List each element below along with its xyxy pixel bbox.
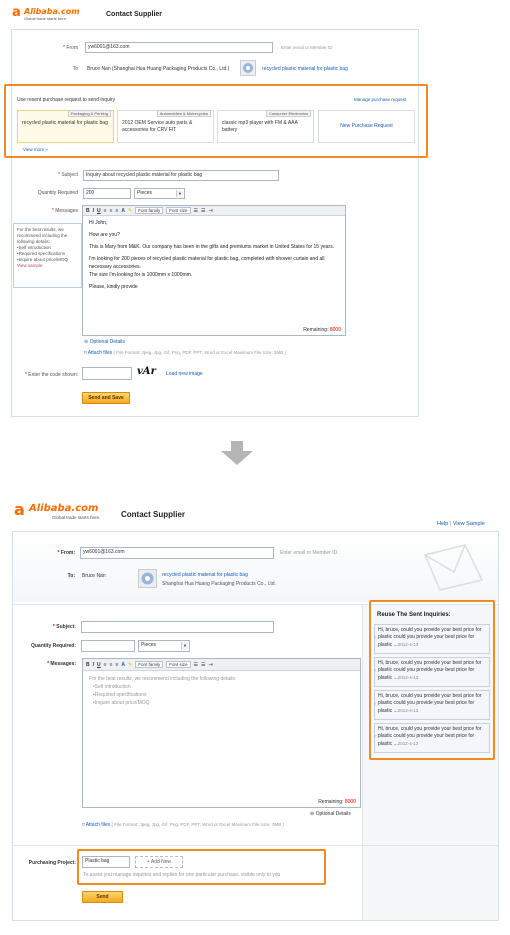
- number-list-icon[interactable]: ☰: [201, 661, 206, 668]
- tips-box: [13, 223, 82, 288]
- subject-label: * Subject:: [52, 624, 76, 630]
- captcha-input[interactable]: [82, 367, 132, 380]
- inquiry-date: 2012-4-13: [397, 675, 419, 680]
- from-input[interactable]: yw6001@163.com: [80, 547, 274, 559]
- quantity-input[interactable]: 200: [83, 188, 131, 199]
- inquiry-item[interactable]: [374, 657, 490, 687]
- message-line: This is Mary from M&K. Our company has been in the gifts and premiums market in United States for 15 years.: [89, 244, 335, 250]
- chevron-down-icon: ▼: [181, 642, 188, 650]
- envelope-icon: [420, 540, 490, 595]
- paperclip-icon: ⌑: [82, 822, 86, 828]
- inquiry-text: Hi, bruce, could you provide your best price for plastic could you provide your best price for plastic ...: [378, 627, 482, 648]
- view-sample-link[interactable]: View sample: [17, 263, 43, 268]
- inquiry-date: 2012-4-13: [397, 642, 419, 647]
- align-center-icon[interactable]: ≡: [109, 207, 113, 214]
- company-name: Shanghai Hua Huang Packaging Products Co., Ltd.: [162, 581, 276, 587]
- reuse-title: Reuse The Sent Inquiries:: [377, 612, 451, 618]
- attach-hint: ( File Format: Jpeg, Jpg, Gif, Png, PDF, PPT, Word or Excel Maximum File Size: 3MB ): [113, 350, 287, 355]
- to-label: To: [72, 66, 78, 72]
- remaining-counter: Remaining: 8000: [303, 327, 341, 333]
- bullet-list-icon[interactable]: ☰: [193, 661, 198, 668]
- chevron-left-icon: ‹: [374, 635, 376, 641]
- card-category: Automobiles & Motorcycles: [157, 110, 211, 117]
- quantity-label: Quantity Required: [37, 190, 78, 196]
- card-text: classic mp3 player with FM & AAA battery: [222, 120, 298, 133]
- inquiry-date: 2012-4-13: [397, 708, 419, 713]
- quantity-label: Quantity Required:: [30, 643, 76, 649]
- number-list-icon[interactable]: ☰: [201, 207, 206, 214]
- align-left-icon[interactable]: ≡: [103, 661, 107, 668]
- indent-icon[interactable]: ⇥: [208, 661, 213, 668]
- messages-label: * Messages:: [47, 661, 76, 667]
- italic-button[interactable]: I: [92, 207, 95, 214]
- underline-button[interactable]: U: [97, 661, 101, 668]
- product-thumbnail[interactable]: [240, 60, 256, 76]
- font-family-select[interactable]: Font family: [135, 661, 163, 668]
- arrow-stem: [231, 441, 243, 452]
- subject-input[interactable]: Inquiry about recycled plastic material for plastic bag: [83, 170, 279, 181]
- subject-input[interactable]: [81, 621, 274, 633]
- inquiry-date: 2012-4-13: [397, 741, 419, 746]
- align-right-icon[interactable]: ≡: [115, 207, 119, 214]
- font-size-select[interactable]: Font size: [166, 661, 190, 668]
- bold-button[interactable]: B: [86, 661, 90, 668]
- view-sample-link[interactable]: View Sample: [452, 521, 485, 527]
- product-thumbnail[interactable]: [138, 569, 157, 588]
- minus-icon: ⊖: [310, 811, 316, 817]
- card-category: Consumer Electronics: [266, 110, 311, 117]
- tip-item: • Self introduction: [17, 245, 78, 251]
- send-button[interactable]: Send: [82, 891, 123, 903]
- message-line: How are you?: [89, 232, 120, 238]
- placeholder-item: • Required specifications: [89, 691, 354, 699]
- from-input[interactable]: yw6001@163.com: [85, 42, 273, 53]
- message-line: I'm looking for 200 pieces of recycled plastic material for plastic bag, completed with shower curtain and all necessary accessories.: [89, 256, 325, 270]
- minus-icon: ⊖: [84, 339, 90, 345]
- align-center-icon[interactable]: ≡: [109, 661, 113, 668]
- unit-value: Pieces: [137, 190, 153, 196]
- inquiry-item[interactable]: [374, 723, 490, 753]
- logo-text: Alibaba.com: [24, 7, 80, 16]
- alibaba-logo-icon: a: [12, 5, 21, 20]
- card-text: 2012 OEM Service auto parts & accessories for CRV FIT: [122, 120, 193, 133]
- to-value: Bruce Nan (Shanghai Hua Huang Packaging Products Co., Ltd.): [87, 66, 230, 72]
- help-links: Help | View Sample: [437, 521, 485, 527]
- add-new-project-button[interactable]: + Add New: [135, 856, 183, 868]
- unit-select[interactable]: [138, 640, 190, 652]
- project-value[interactable]: Plastic bag: [82, 856, 130, 868]
- request-card[interactable]: [217, 110, 314, 143]
- tips-intro: For the best results, we recommend including the following details:: [17, 227, 68, 244]
- page-title: Contact Supplier: [106, 11, 163, 18]
- from-label: * From:: [57, 550, 75, 556]
- attach-row: [84, 350, 286, 356]
- code-label: * Enter the code shown:: [24, 372, 78, 378]
- request-card[interactable]: [117, 110, 214, 143]
- unit-value: Pieces: [141, 642, 157, 648]
- editor-toolbar: [83, 659, 360, 671]
- editor-toolbar: [83, 206, 345, 216]
- inquiry-text: Hi, bruce, could you provide your best price for plastic could you provide your best price for plastic ...: [378, 726, 482, 747]
- attach-files-link[interactable]: Attach files: [87, 350, 113, 356]
- divider: [13, 845, 498, 846]
- card-category: Packaging & Printing: [68, 110, 111, 117]
- font-size-select[interactable]: Font size: [166, 207, 190, 214]
- logo-text: Alibaba.com: [29, 503, 99, 514]
- project-hint: To assist you manage inquiries and replies for one particular purchase, visible only to you: [83, 872, 281, 878]
- unit-select[interactable]: [134, 188, 185, 199]
- tagline: Global trade starts here.: [24, 16, 67, 21]
- placeholder-item: • Inquire about price/MOQ: [89, 699, 354, 707]
- indent-icon[interactable]: ⇥: [208, 207, 213, 214]
- messages-label: * Messages: [51, 208, 78, 214]
- highlight-icon[interactable]: ✎: [128, 661, 133, 668]
- font-color-icon[interactable]: A: [121, 207, 126, 214]
- chevron-left-icon: ‹: [374, 734, 376, 740]
- card-text: recycled plastic material for plastic bag: [22, 120, 108, 126]
- italic-button[interactable]: I: [92, 661, 95, 668]
- attach-row: [82, 822, 284, 828]
- font-color-icon[interactable]: A: [121, 661, 126, 668]
- page-title: Contact Supplier: [121, 510, 186, 519]
- align-left-icon[interactable]: ≡: [103, 207, 107, 214]
- load-new-image-link[interactable]: Load new image: [166, 371, 203, 377]
- to-name: Bruce Nan: [82, 573, 106, 579]
- from-hint: Enter email or Member ID.: [280, 550, 339, 556]
- chevron-left-icon: ‹: [374, 701, 376, 707]
- highlight-icon[interactable]: ✎: [128, 207, 133, 214]
- paperclip-icon: ⌑: [84, 350, 88, 356]
- bold-button[interactable]: B: [86, 207, 90, 214]
- optional-details-link[interactable]: ⊖ Optional Details: [310, 811, 351, 817]
- inquiry-item[interactable]: [374, 624, 490, 654]
- product-link[interactable]: recycled plastic material for plastic bag: [162, 572, 248, 578]
- inquiry-text: Hi, bruce, could you provide your best price for plastic could you provide your best price for plastic ...: [378, 693, 482, 714]
- message-placeholder[interactable]: [83, 671, 360, 711]
- message-line: Please, kindly provide: [89, 284, 138, 290]
- manage-purchase-link[interactable]: Manage purchase request: [354, 97, 407, 102]
- captcha-image: vAr: [137, 366, 156, 377]
- new-request-link[interactable]: New Purchase Request: [340, 123, 393, 129]
- request-card[interactable]: [17, 110, 114, 143]
- tip-item: • Inquire about price/MOQ: [17, 257, 78, 263]
- font-family-select[interactable]: Font family: [135, 207, 163, 214]
- arrow-down-icon: [221, 451, 253, 465]
- attach-files-link[interactable]: Attach files: [85, 822, 111, 828]
- underline-button[interactable]: U: [97, 207, 101, 214]
- reuse-title: Use resent purchase request to send inquiry: [17, 97, 116, 103]
- chevron-left-icon: ‹: [374, 668, 376, 674]
- message-line: The size I'm looking for is 1000mm x 1000mm.: [89, 272, 193, 278]
- tip-item: • Required specifications: [17, 251, 78, 257]
- align-right-icon[interactable]: ≡: [115, 661, 119, 668]
- to-label: To:: [67, 573, 75, 579]
- attach-hint: ( File Format: Jpeg, Jpg, Gif, Png, PDF, PPT, Word or Excel Maximum File Size: 3MB ): [111, 822, 285, 827]
- send-and-save-button[interactable]: Send and Save: [82, 392, 130, 404]
- subject-label: * Subject: [57, 172, 78, 178]
- view-more-link[interactable]: View more »: [23, 147, 48, 152]
- new-request-card[interactable]: [318, 110, 415, 143]
- remaining-counter: Remaining: 8000: [318, 799, 356, 805]
- quantity-input[interactable]: [81, 640, 135, 652]
- help-link[interactable]: Help: [437, 521, 449, 527]
- message-editor[interactable]: [82, 205, 346, 336]
- alibaba-logo-icon: a: [14, 500, 25, 519]
- inquiry-item[interactable]: [374, 690, 490, 720]
- placeholder-intro: For the best results, we recommend including the following details:: [89, 676, 237, 682]
- product-link[interactable]: recycled plastic material for plastic bag: [262, 66, 348, 72]
- optional-details-link[interactable]: ⊖ Optional Details: [84, 339, 125, 345]
- bullet-list-icon[interactable]: ☰: [193, 207, 198, 214]
- from-label: * From: [62, 45, 78, 51]
- project-label: Purchasing Project:: [28, 860, 76, 866]
- chevron-down-icon: ▼: [176, 190, 183, 197]
- tagline: Global trade starts here.: [52, 515, 101, 520]
- message-body[interactable]: [83, 216, 345, 294]
- from-hint: Enter email or Member ID: [281, 45, 333, 50]
- message-editor[interactable]: [82, 658, 361, 808]
- placeholder-item: • Self introduction: [89, 683, 354, 691]
- message-line: Hi John,: [89, 220, 108, 226]
- inquiry-text: Hi, bruce, could you provide your best price for plastic could you provide your best price for plastic ...: [378, 660, 482, 681]
